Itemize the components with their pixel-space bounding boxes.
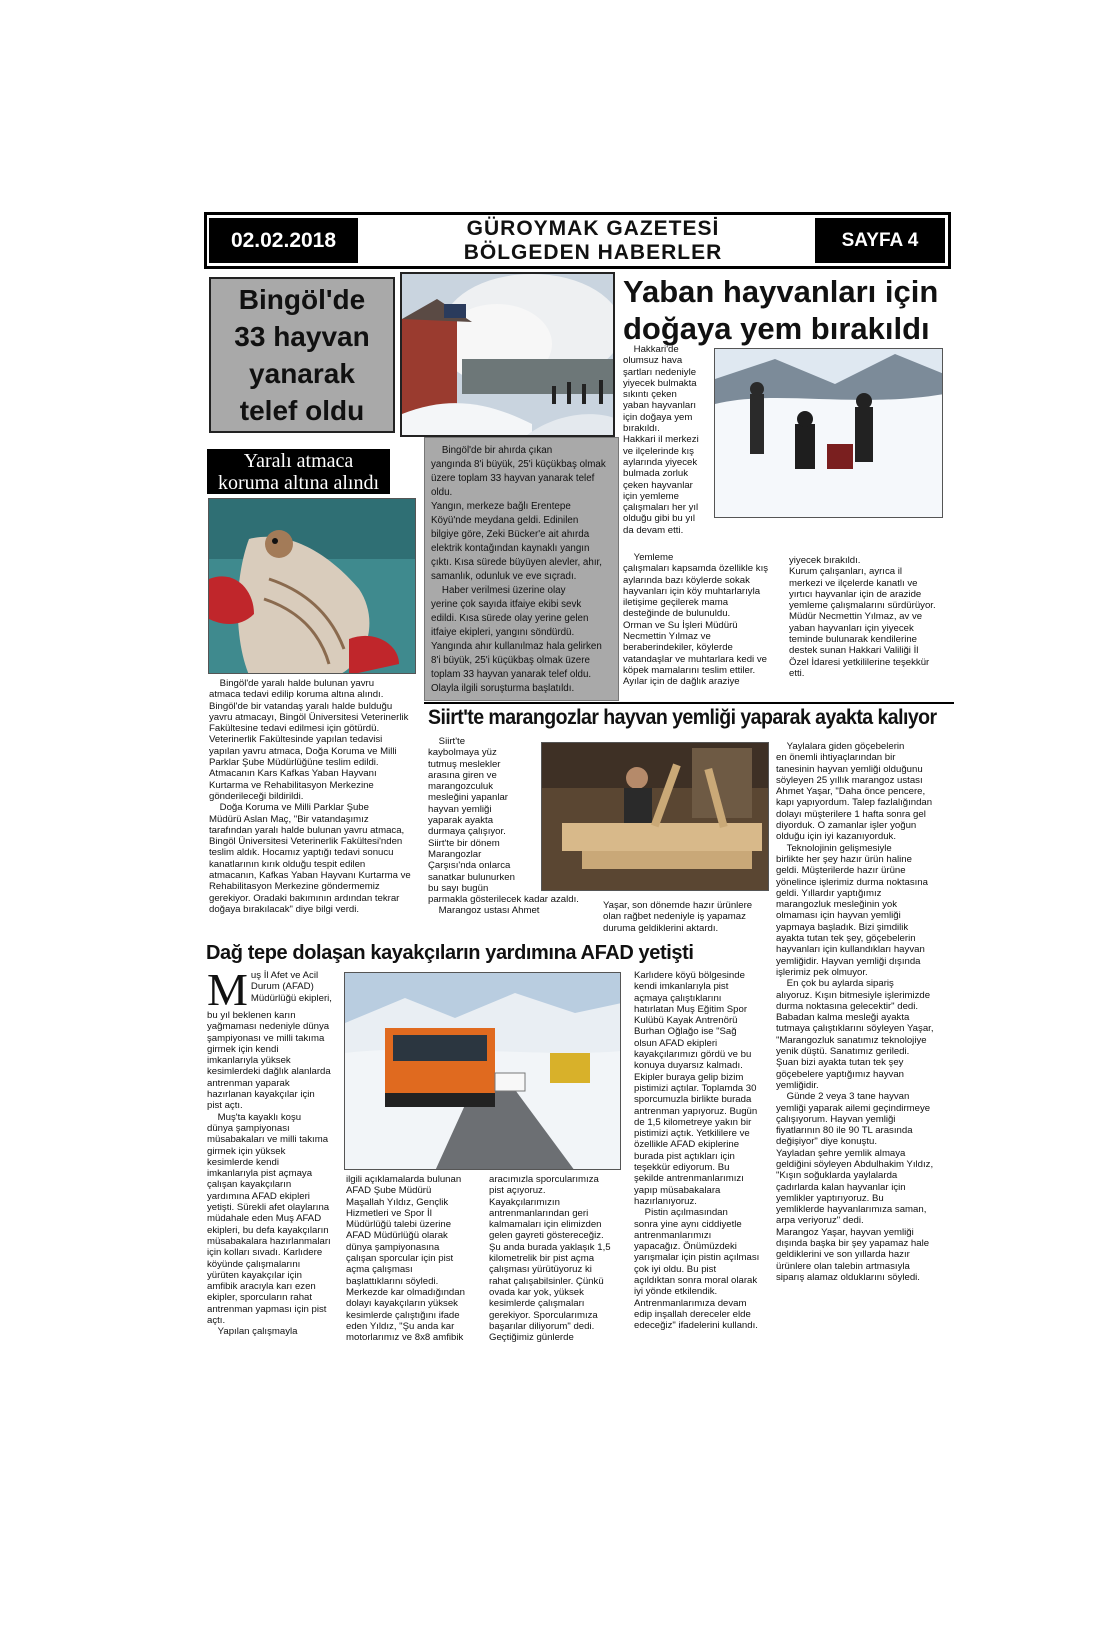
hawk-body: Bingöl'de yaralı halde bulunan yavru atmaca tedavi edilip koruma altına alındı. Bingöl'de bir vatandaş yaralı halde bulduğu yavru atmacayı, Bingöl Üniversitesi Veterinerlik Fakültesine tedavi edilmesi için götürdü. Veterinerlik Fakültesinde yapılan tedavisi yapılan yavru atmaca, Doğa Koruma ve Milli Parklar Şube Müdürlüğüne teslim edildi. Atmacanın Kars Kafkas Yaban Hayvanı Kurtarma ve Rehabilitasyon Merkezine gönderileceği bildirildi. Doğa Koruma ve Milli Parklar Şube Müdürü Aslan Maç, "Bir vatandaşımız tarafından yaralı halde bulunan yavru atmaca, Bingöl Üniversitesi Veterinerlik Fakültesi'nden teslim aldık. Hocamız yaptığı tedavi sonucu kanatlarının kırık olduğu tespit edilen atmacanın, Kafkas Yaban Hayvanı Kurtarma ve Rehabilitasyon Merkezine göndermemiz gerekiyor. Oradaki bakımının ardından tekrar doğaya bırakılacak" diye bilgi verdi. xyxy=(209,678,411,915)
afad-lead: uş İl Afet ve Acil Durum (AFAD) Müdürlüğü ekipleri, xyxy=(250,970,332,1004)
afad-headline: Dağ tepe dolaşan kayakçıların yardımına AFAD yetişti xyxy=(206,942,694,964)
afad-body-col2: ilgili açıklamalarda bulunan AFAD Şube Müdürü Maşallah Yıldız, Gençlik Hizmetleri ve Spor İl Müdürlüğü talebi üzerine AFAD Müdürlüğü olarak dünya şampiyonasına çalışan sporcular için pist açma çalışması başlattıklarını söyledi. Merkezde kar olmadığından dolayı kayakçıların yüksek kesimlerde çalıştığını ifade eden Yıldız, "Şu anda kar motorlarımız ve 8x8 amfibik xyxy=(346,1174,465,1344)
wildlife-body-col2: Yemleme çalışmaları kapsamda özellikle kış aylarında bazı köylerde sokak hayvanları için köy muhtarlarıyla iletişime geçilerek mama desteğinde de bulunuldu. Orman ve Su İşleri Müdürü Necmettin Yılmaz ve beraberindekiler, köylerde vatandaşlar ve muhtarlara kedi ve köpek mamalarını teslim ettiler. Ayılar için de dağlık araziye xyxy=(623,552,769,688)
bingol-fire-body-box xyxy=(424,437,619,701)
afad-dropcap: M xyxy=(207,964,248,1015)
page-number: SAYFA 4 xyxy=(841,229,919,251)
bingol-fire-headline-box xyxy=(209,277,395,433)
siirt-caption: Yaşar, son dönemde hazır ürünlere olan rağbet nedeniyle iş yapamaz duruma geldiklerini aktardı. xyxy=(603,900,753,934)
barn-fire-photo xyxy=(400,272,615,437)
wildlife-body-col1: Hakkari'de olumsuz hava şartları nedeniyle yiyecek bulmakta sıkıntı çeken yaban hayvanları için doğaya yem bırakıldı. Hakkari il merkezi ve ilçelerinde kış aylarında yiyecek bulmada zorluk çeken hayvanlar için yemleme çalışmaları her yıl olduğu gibi bu yıl da devam etti. xyxy=(623,344,699,536)
siirt-body-col1: Siirt'te kaybolmaya yüz tutmuş meslekler arasına giren ve marangozculuk mesleğini yapanlar hayvan yemliği yaparak ayakta durmaya çalışıyor. Siirt'te bir dönem Marangozlar Çarşısı'nda onlarca sanatkar bulunurken bu sayı bugün parmakla gösterilecek kadar azaldı. Marangoz ustası Ahmet xyxy=(428,736,579,917)
hawk-photo xyxy=(208,498,416,674)
siirt-body-col3: Yaylalara giden göçebelerin en önemli ihtiyaçlarından bir tanesinin hayvan yemliği olduğunu söyleyen 25 yıllık marangoz ustası Ahmet Yaşar, "Daha önce pencere, kapı yapıyordum. Talep fazlalığından dolayı müşterilere 1 hafta sonra gel diyorduk. O zamanlar işler yoğun olduğu için iyi kazanıyorduk. Teknolojinin gelişmesiyle birlikte her şey hazır ürün haline geldi. Müşterilerde hazır ürüne yönelince işlerimiz durma noktasına geldi. Yıllardır yaptığımız marangozluk mesleğinin yok olmaması için hayvan yemliği yapmaya başladık. Bizi şimdilik ayakta tutan tek şey, göçebelerin hayvanları için kullandıkları hayvan yemliğidir. Hayvan yemliği dışında işlerimiz pek olmuyor. En çok bu aylarda sipariş alıyoruz. Kışın bitmesiyle işlerimizde durma noktasına gelecektir" dedi. Babadan kalma mesleği ayakta tutmaya çalıştıklarını söyleyen Yaşar, "Marangozluk sanatımız teknolojiye yenik düştü. Sanatımız geriledi. Şuan bizi ayakta tutan tek şey göçebelere yaptığımız hayvan yemliğidir. Günde 2 veya 3 tane hayvan yemliği yaparak ailemi geçindirmeye çalışıyorum. Hayvan yemliği fiyatlarının 80 ile 90 TL arasında değişiyor" diye konuştu. Yayladan şehre yemlik almaya geldiğini söyleyen Abdulhakim Yıldız, "Kışın soğuklarda yaylalarda çadırlarda kalan hayvanlar için yemlikler yaptırıyoruz. Bu yemliklerde hayvanlarımıza saman, arpa veriyoruz" dedi. Marangoz Yaşar, hayvan yemliği dışında başka bir şey yapamaz hale geldiklerini ve son yıllarda hazır ürünlere olan talebin artmasıyla siparış alamaz olduklarını söyledi. xyxy=(776,741,934,1283)
bingol-fire-body: Bingöl'de bir ahırda çıkan yangında 8'i büyük, 25'i küçükbaş olmak üzere toplam 33 hayvan yanarak telef oldu. Yangın, merkeze bağlı Erentepe Köyü'nde meydana geldi. Edinilen bilgiye göre, Zeki Bücker'e ait ahırda elektrik kontağından kaynaklı yangın çıktı. Kısa sürede büyüyen alevler, ahır, samanlık, odunluk ve eve sıçradı. Haber verilmesi üzerine olay yerine çok sayıda itfaiye ekibi sevk edildi. Kısa sürede olay yerine gelen itfaiye ekipleri, yangını söndürdü. Yangında ahır kullanılmaz hala gelirken 8'i büyük, 25'i küçükbaş olmak üzere toplam 33 hayvan yanarak telef oldu. Olayla ilgili soruşturma başlatıldı. xyxy=(431,445,606,694)
issue-date: 02.02.2018 xyxy=(230,228,337,252)
paper-name: GÜROYMAK GAZETESİ xyxy=(466,217,720,240)
bingol-fire-headline: Bingöl'de 33 hayvan yanarak telef oldu xyxy=(234,284,370,426)
afad-body-col1-wrap xyxy=(207,964,337,1338)
issue-date-box xyxy=(209,218,358,263)
hawk-headline: Yaralı atmaca koruma altına alındı xyxy=(217,449,380,494)
carpenter-photo xyxy=(541,742,769,891)
afad-snow-vehicle-photo xyxy=(344,972,621,1170)
wildlife-snow-photo xyxy=(714,348,943,518)
section-name: BÖLGEDEN HABERLER xyxy=(463,241,723,264)
afad-body-col4: Karlıdere köyü bölgesinde kendi imkanlarıyla pist açmaya çalıştıklarını hatırlatan Muş Eğitim Spor Kulübü Kayak Antrenörü Burhan Oğlağo ise "Sağ olsun AFAD ekipleri kayakçılarımızı gördü ve bu konuya duyarsız kalmadı. Ekipler buraya gelip bizim pistimizi açtılar. Toplamda 30 sporcumuzla birlikte burada antrenman yapıyoruz. Bugün de 1,5 kilometreye yakın bir pistimizi açtık. Yetkililere ve özellikle AFAD ekiplerine burada pist açtıkları için teşekkür ediyorum. Bu şekilde antrenmanlarımızı yapıp müsabakalara hazırlanıyoruz. Pistin açılmasından sonra yine aynı ciddiyetle antrenmanlarımızı yapacağız. Önümüzdeki yarışmalar için pistin açılması çok iyi oldu. Bu pist açıldıktan sonra moral olarak iyi yönde etkilendik. Antrenmanlarımıza devam edip inşallah dereceler elde edeceğiz" ifadelerini kullandı. xyxy=(634,970,760,1332)
masthead-title xyxy=(398,217,788,265)
afad-body-col1: bu yıl beklenen karın yağmaması nedeniyle dünya şampiyonası ve milli takıma girmek için kendi imkanlarıyla yüksek kesimlerdeki dağlık alanlarda antrenman yaparak hazırlanan kayakçılar için pist açtı. Muş'ta kayaklı koşu dünya şampiyonası müsabakaları ve milli takıma girmek için yüksek kesimlerde kendi imkanlarıyla pist açmaya çalışan kayakçıların yardımına AFAD ekipleri yetişti. Sürekli afet olaylarına müdahale eden Muş AFAD ekipleri, bu defa kayakçıların müsabakalara hazırlanmaları için kolları sıvadı. Karlıdere köyünde çalışmalarını yürüten kayakçılar için amfibik aracıyla karı ezen ekipler, sporcuların rahat antrenman yapması için pist açtı. Yapılan çalışmayla xyxy=(207,1010,331,1338)
page-number-box xyxy=(815,218,945,263)
hawk-headline-box xyxy=(207,449,390,494)
wildlife-body-col3: yiyecek bırakıldı. Kurum çalışanları, ayrıca il merkezi ve ilçelerde kanatlı ve yırtıcı hayvanlar için de arazide yemleme çalışmalarını sürdürüyor. Müdür Necmettin Yılmaz, av ve yaban hayvanları için yiyecek teminde bulunarak kendilerine destek sunan Hakkari Valiliği İl Özel İdaresi yetkililerine teşekkür etti. xyxy=(789,555,936,679)
wildlife-headline: Yaban hayvanları için doğaya yem bırakıldı xyxy=(623,274,939,346)
siirt-headline: Siirt'te marangozlar hayvan yemliği yaparak ayakta kalıyor xyxy=(428,706,937,729)
afad-body-col3: aracımızla sporcularımıza pist açıyoruz. Kayakçılarımızın antrenmanlarından geri kalmamaları için elimizden gelen gayreti göstereceğiz. Şu anda burada yaklaşık 1,5 kilometrelik bir pist açma çalışması yürütüyoruz ki rahat çalışabilsinler. Çünkü ovada kar yok, yüksek kesimlerde çalışmaları gerekiyor. Sporcularımıza başarılar diliyorum" dedi. Geçtiğimiz günlerde xyxy=(489,1174,611,1344)
